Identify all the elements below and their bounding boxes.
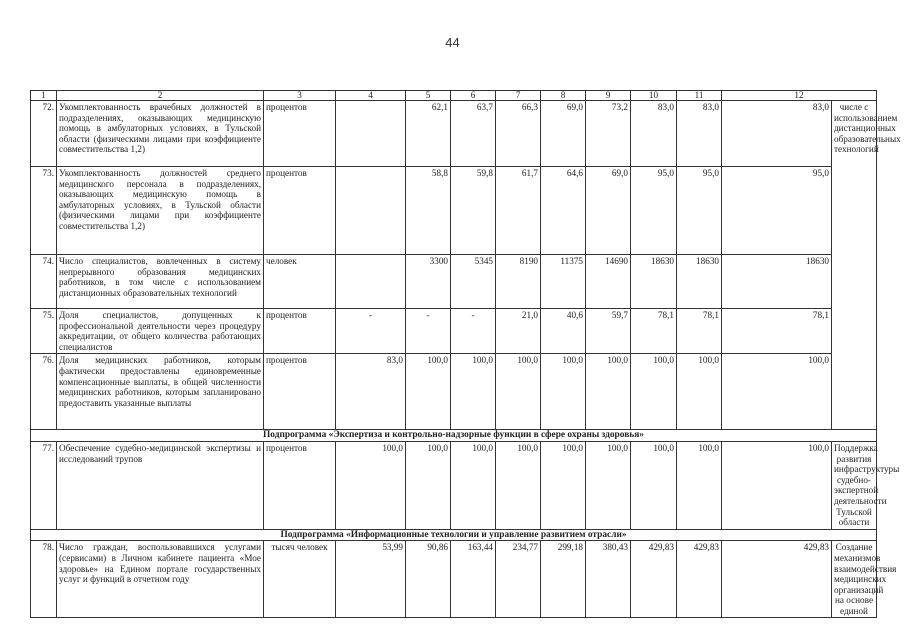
value-cell: 90,86 — [406, 541, 451, 618]
table-row — [31, 541, 877, 618]
value-cell: 100,0 — [406, 441, 451, 529]
indicator-name: Укомплектованность должностей среднего медицинского персонала в подразделениях, оказывающих медицинскую помощь в амбулаторных условиях, в Тульской области (физическими лицами при коэффициенте совместительства 1,2) — [57, 167, 264, 255]
value-cell: 95,0 — [722, 167, 832, 255]
value-cell: 62,1 — [406, 101, 451, 167]
value-cell: 429,83 — [677, 541, 722, 618]
header-cell: 7 — [496, 91, 541, 101]
table-row — [31, 354, 877, 430]
value-cell: 8190 — [496, 255, 541, 309]
value-cell — [336, 101, 406, 167]
value-cell: 40,6 — [541, 309, 586, 354]
header-cell: 5 — [406, 91, 451, 101]
indicator-name: Укомплектованность врачебных должностей в подразделениях, оказывающих медицинскую помощь в амбулаторных условиях, в Тульской области (физическими лицами при коэффициенте совместительства 1,2) — [57, 101, 264, 167]
row-number: 72. — [31, 101, 57, 167]
page-number: 44 — [445, 35, 460, 50]
indicator-name: Обеспечение судебно-медицинской экспертизы и исследований трупов — [57, 441, 264, 529]
value-cell: 21,0 — [496, 309, 541, 354]
value-cell: 78,1 — [677, 309, 722, 354]
value-cell: 83,0 — [677, 101, 722, 167]
expected-result-cell: Поддержка развития инфраструктуры судебно-экспертной деятельности Тульской области — [832, 441, 877, 529]
value-cell: 100,0 — [451, 354, 496, 430]
subprogram-row — [31, 430, 877, 442]
subprogram-row — [31, 529, 877, 541]
value-cell: 100,0 — [631, 354, 677, 430]
value-cell: 100,0 — [722, 441, 832, 529]
value-cell: 3300 — [406, 255, 451, 309]
value-cell: 18630 — [722, 255, 832, 309]
value-cell: 100,0 — [631, 441, 677, 529]
unit-cell: процентов — [264, 441, 336, 529]
value-cell: 18630 — [677, 255, 722, 309]
value-cell: 100,0 — [677, 354, 722, 430]
value-cell: 100,0 — [496, 354, 541, 430]
value-cell: 63,7 — [451, 101, 496, 167]
value-cell — [336, 167, 406, 255]
value-cell: 429,83 — [631, 541, 677, 618]
indicator-name: Число граждан, воспользовавшихся услугами (сервисами) в Личном кабинете пациента «Мое здоровье» на Едином портале государственных услуг и функций в отчетном году — [57, 541, 264, 618]
column-numbers-row — [31, 91, 877, 101]
indicator-name: Число специалистов, вовлеченных в систему непрерывного образования медицинских работников, в том числе с использованием дистанционных образовательных технологий — [57, 255, 264, 309]
header-cell: 6 — [451, 91, 496, 101]
subprogram-title: Подпрограмма «Информационные технологии и управление развитием отрасли» — [31, 529, 877, 541]
row-number: 74. — [31, 255, 57, 309]
value-cell: 100,0 — [586, 441, 631, 529]
value-cell: 5345 — [451, 255, 496, 309]
subprogram-title: Подпрограмма «Экспертиза и контрольно-надзорные функции в сфере охраны здоровья» — [31, 430, 877, 442]
value-cell: 83,0 — [722, 101, 832, 167]
header-cell: 2 — [57, 91, 264, 101]
value-cell: 73,2 — [586, 101, 631, 167]
table-row — [31, 441, 877, 529]
row-number: 78. — [31, 541, 57, 618]
value-cell: 83,0 — [631, 101, 677, 167]
expected-result-cell: Создание механизмов взаимодействия медицинских организаций на основе единой — [832, 541, 877, 618]
header-cell: 4 — [336, 91, 406, 101]
unit-cell: тысяч человек — [264, 541, 336, 618]
unit-cell: процентов — [264, 167, 336, 255]
value-cell: 66,3 — [496, 101, 541, 167]
value-cell: 78,1 — [722, 309, 832, 354]
row-number: 77. — [31, 441, 57, 529]
value-cell: - — [451, 309, 496, 354]
value-cell: 64,6 — [541, 167, 586, 255]
indicator-name: Доля медицинских работников, которым фактически предоставлены единовременные компенсационные выплаты, в общей численности медицинских работников, которым запланировано предоставить указанные выплаты — [57, 354, 264, 430]
value-cell: 100,0 — [586, 354, 631, 430]
value-cell: 100,0 — [496, 441, 541, 529]
header-cell: 12 — [722, 91, 877, 101]
value-cell: 95,0 — [631, 167, 677, 255]
header-cell: 9 — [586, 91, 631, 101]
unit-cell: процентов — [264, 309, 336, 354]
value-cell — [336, 255, 406, 309]
value-cell: 69,0 — [541, 101, 586, 167]
value-cell: 59,7 — [586, 309, 631, 354]
value-cell: 95,0 — [677, 167, 722, 255]
value-cell: 14690 — [586, 255, 631, 309]
value-cell: 83,0 — [336, 354, 406, 430]
header-cell: 11 — [677, 91, 722, 101]
unit-cell: человек — [264, 255, 336, 309]
value-cell: 100,0 — [722, 354, 832, 430]
table-row — [31, 255, 877, 309]
value-cell: 11375 — [541, 255, 586, 309]
value-cell: 58,8 — [406, 167, 451, 255]
value-cell: 18630 — [631, 255, 677, 309]
value-cell: 59,8 — [451, 167, 496, 255]
value-cell: 234,77 — [496, 541, 541, 618]
unit-cell: процентов — [264, 354, 336, 430]
expected-result-cell: числе с использованием дистанционных образовательных технологий — [832, 101, 877, 430]
table-row — [31, 167, 877, 255]
unit-cell: процентов — [264, 101, 336, 167]
value-cell: 100,0 — [451, 441, 496, 529]
value-cell: 299,18 — [541, 541, 586, 618]
value-cell: - — [406, 309, 451, 354]
value-cell: - — [336, 309, 406, 354]
value-cell: 61,7 — [496, 167, 541, 255]
value-cell: 100,0 — [677, 441, 722, 529]
row-number: 76. — [31, 354, 57, 430]
header-cell: 10 — [631, 91, 677, 101]
value-cell: 163,44 — [451, 541, 496, 618]
table-row — [31, 101, 877, 167]
indicators-table — [30, 90, 901, 618]
value-cell: 100,0 — [541, 354, 586, 430]
value-cell: 53,99 — [336, 541, 406, 618]
value-cell: 100,0 — [406, 354, 451, 430]
indicator-name: Доля специалистов, допущенных к профессиональной деятельности через процедуру аккредитации, от общего количества работающих специалистов — [57, 309, 264, 354]
value-cell: 429,83 — [722, 541, 832, 618]
value-cell: 100,0 — [541, 441, 586, 529]
table-row — [31, 309, 877, 354]
value-cell: 69,0 — [586, 167, 631, 255]
value-cell: 78,1 — [631, 309, 677, 354]
header-cell: 3 — [264, 91, 336, 101]
row-number: 73. — [31, 167, 57, 255]
header-cell: 8 — [541, 91, 586, 101]
row-number: 75. — [31, 309, 57, 354]
value-cell: 100,0 — [336, 441, 406, 529]
value-cell: 380,43 — [586, 541, 631, 618]
header-cell: 1 — [31, 91, 57, 101]
